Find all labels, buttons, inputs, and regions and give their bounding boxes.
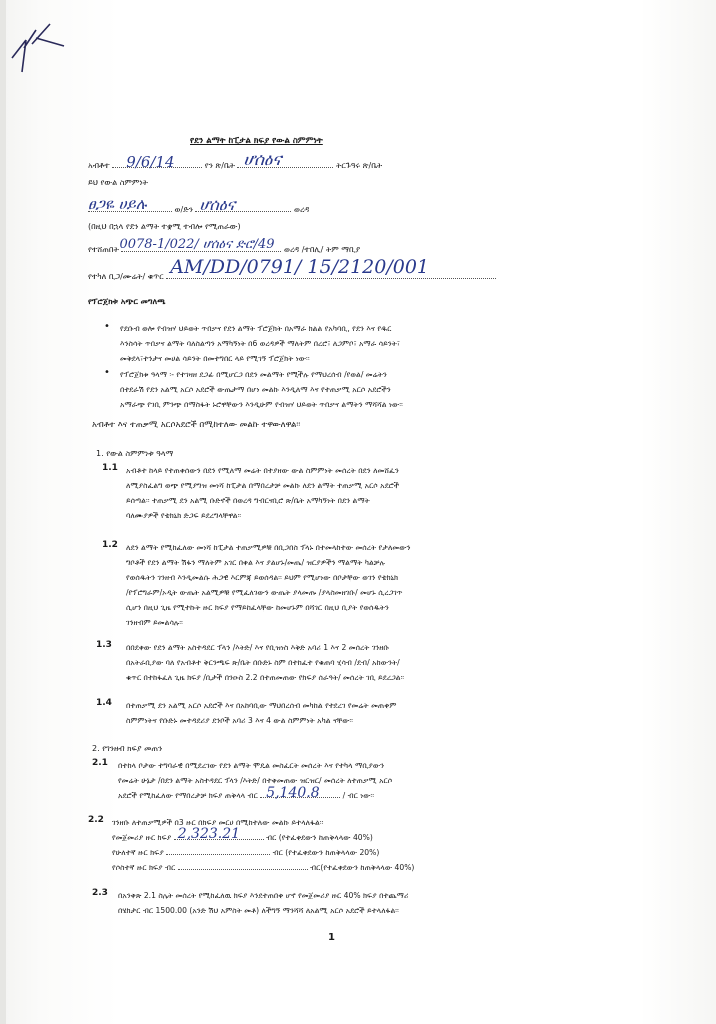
payment-label: የሶስተኛ ዙር ክፍያ ብር [112,863,176,872]
kebele-field [119,237,281,252]
handwritten-corner-mark [6,18,76,78]
item-2-1 [118,758,620,803]
item-line: /የፕሮግራም/ኦዲት ውጤት አልሚዎቹ የሚፈለገውን ውጤት ያላመጡ /ያላስመዘገቡ/ መሆኑ ሲረጋገጥ [126,588,403,597]
item-line: በበደቀው የደን ልማት አስተዳደር ፕላን /እትድ/ እና የቢዝነስ እቅድ አባሪ 1 እና 2 መሰረት ገንዘቡ [126,643,390,652]
amount-suffix: / ብር ነው፡፡ [342,791,375,800]
item-line: ስምምነትና የቡድኑ መተዳደሪያ ደንቦች አባሪ 3 እና 4 ውል ስምምነት አካል ናቸው፡፡ [126,716,354,725]
bullet-2-line: በተደራሽ የደን አልሚ አርሶ አደሮች ውጤታማ በሆነ መልኩ እንዲለማ እና የተጠቃሚ አርሶ አደሮችን [120,385,391,394]
date-field [112,153,202,171]
date-handwritten: 9/6/14 [126,153,175,171]
item-number: 1.1 [102,463,118,473]
place-handwritten-2: ሆሰዕና [199,195,236,214]
intro-line-5 [88,237,361,255]
name-handwritten: ፀጋዬ ሀይሉ [88,195,147,213]
item-line: ገንዘብም ይመልሳሉ፡፡ [126,618,183,627]
payment-row [112,845,612,860]
item-number: 2.3 [92,888,108,898]
payment-suffix: ብር (የተፈቀደውን ከጠቅላላው 20%) [272,848,380,857]
intro-line-6 [88,256,496,282]
total-amount-handwritten: 5,140.8 [266,785,320,801]
bullet-dot-2: • [104,367,110,378]
agreement-line: አብቶተ እና ተጠቃሚ አርሶአደሮች በሚከተለው መልኩ ተዋውለዋል፡፡ [92,420,301,430]
item-line: አብቶተ ከላይ የተጠቀሰውን በደን የሚለማ መሬት በተያዘው ውል ስምምነት መሰረት በደን ለመሸፈን [126,466,399,475]
item-number: 2.1 [92,758,108,768]
code-handwritten: AM/DD/0791/ 15/2120/001 [170,256,430,278]
line5-prefix: የተሸጠበት [88,245,119,254]
line3-mid: ወ/ድን [174,205,193,214]
item-line: የወሰዱትን ገንዘብ እንዲመልሱ ሕጋዊ እርምጃ ይወሰዳል፡፡ ይህም የሚሆነው በቦታቸው ወገን የቴክኒክ [126,573,399,582]
item-line-amount [118,785,620,803]
item-line: የመሬት ሁኔታ /በደን ልማት አስተዳደር ፕላን /እትድ/ በተቀመጠው ዝርዝር/ መሰረት ለተጠቃሚ አርሶ [118,776,393,785]
payment-label: የሁለተኛ ዙር ክፍያ [112,848,164,857]
payment-value-field [178,869,308,870]
item-1-1 [126,463,620,523]
item-1-2 [126,540,620,630]
bullet-1-line: የደቡብ ወሎ የብዝሃ ህይወት ጥበቃና የደን ልማት ፕሮጀክት በአማራ ክልል የአካባቢ, የደን እና የዱር [120,324,392,333]
item-line: በተከላ ቦታው ተግባራዊ በሚደረገው የደን ልማት ሞዴል መስፈርት መሰረት እና የተካላ ማቢያውን [118,761,385,770]
line6-prefix: የተካለ ቢጋ/ሙሬት/ ቁጥር [88,272,164,281]
item-1-4 [126,698,620,728]
bullet-1-line: እንስሳት ጥበቃና ልማት ባለስልጣን አማካኝነት በ6 ወረዳዎች ማለትም በረሮ፣ ለጋምቦ፣ አማራ ሳይንት፣ [120,339,400,348]
payment-label: የመጀመሪያ ዙር ክፍያ [112,833,172,842]
place-field-2 [195,195,291,214]
bullet-2-line: አማራጭ የገቢ ምንጭ በማስፋት ኑሮዋቸውን እንዲሁም የብዝሃ ህይወት ጥበቃና ልማትን ማሻሻል ነው፡፡ [120,400,403,409]
kebele-handwritten: 0078-1/022/ ሆሰዕና ድሮ/49 [119,237,275,252]
item-2-2 [112,815,612,875]
place-field [237,150,333,170]
line5-suffix: ወረዳ /ተበሊ/ ትም ማቢያ [284,245,361,254]
payment-row [112,826,612,845]
intro-line-1 [88,150,383,171]
payment-suffix: ብር (የተፈቀደውን ከጠቅላላው 40%) [266,833,373,842]
code-field [166,256,496,279]
payment-value-field [166,854,270,855]
item-line: ለሚያስፈልግ ወጭ የሚያግዝ መነሻ ከፒታል በማበረታቻ መልኩ ለደን ልማት ተጠቃሚ አርሶ አደሮች [126,481,400,490]
bullet-1-line: መቅደላ፣ተንታና መሀል ሳይንት በመተግበር ላይ የሚገኝ ፕሮጀክት ነው፡፡ [120,354,310,363]
item-number: 1.3 [96,640,112,650]
section-1-heading: 1. የውል ስምምነቱ ዓላማ [96,449,174,458]
item-line: ግቦቶች የደን ልማት ሽፋን ማለትም አገር በቀል እና ያልሆኑ/መጤ/ ዝርያዎችን ማልማት ካልቻሉ [126,558,385,567]
bullet-2 [120,367,620,412]
total-amount-field [260,785,340,801]
page-edge-shadow [0,0,6,1024]
item-line: ቁጥር በተከፋፈለ ጊዜ ክፍያ /ቢታች በንዑስ 2.2 በተጠመጠው የክፍያ ሰራዓት/ መሰረት ገቢ ይደረጋል፡፡ [126,673,405,682]
item-1-3 [126,640,620,685]
item-number: 1.2 [102,540,118,550]
section-2-heading: 2. የገንዘብ ክፍያ መጠን [92,744,163,753]
item-line: ሲሆን በዚህ ጊዜ የሚተኩት ዙር ክፍያ የማይከፈላቸው ከመሆኑም በሻገር በዚህ ቢያት የወሰዱትን [126,603,389,612]
section-1-title: የውል ስምምነቱ ዓላማ [106,449,174,458]
project-summary-heading: የፕሮጀክቱ አጭር መግለጫ [88,297,166,306]
item-number: 1.4 [96,698,112,708]
page-number: 1 [328,932,335,943]
line1-prefix: አብቶተ [88,161,110,170]
section-2-title: የገንዘብ ክፍያ መጠን [102,744,163,753]
item-line: ባለሙያዎች የቴክኒክ ድጋፍ ይደረግላቸዋል፡፡ [126,511,242,520]
intro-line-3 [88,195,310,215]
item-2-3 [118,888,620,918]
item-line: አደሮች የሚከፈለው የማበረታቻ ክፍያ ጠቅላላ ብር [118,791,258,800]
item-line: በአትራቢያው ባለ የአብቶተ ቅርንጫፍ ጽ/ቤት በቡድኑ ስም በተከፈተ የቁጠባ ሂሳብ /ደብ/ አከውንት/ [126,658,400,667]
payment-suffix: ብር(የተፈቀደውን ከጠቅላላው 40%) [310,863,415,872]
item-line: በተጠቃሚ ደን አልሚ አርሶ አደሮች እና በአከባቢው ማህበረሰብ መካከል የተደረገ የመሬት መጠቀም [126,701,397,710]
item-line: ይሰጣል፡፡ ተጠቃሚ ደን አልሚ ቡድኖች በወረዳ ግብርናቢሮ ጽ/ቤት አማካኝነት በደን ልማት [126,496,370,505]
intro-line-2: ይህ የውል ስምምነት [88,178,148,187]
line1-suffix: ትርጉዓሩ ጽ/ቤት [336,161,383,170]
item-2-2-intro: ገንዘቡ ለተጠቃሚዎች በ3 ዙር በክፍያ መርሀ በሚከተለው መልኩ ይተላለፋል፡፡ [112,818,324,827]
item-line: በሄክታር ብር 1500.00 (አንድ ሽህ አምስት መቶ) ለችግኝ ማንሻሻ ለአልሚ አርሶ አደሮች ይተላለፋል፡፡ [118,906,399,915]
item-line: ለደን ልማት የሚከፈለው መነሻ ከፒታል ተጠቃሚዎቹ በቢጋበስ ፕላኑ በተመላከተው መሰረት የታለመውን [126,543,411,552]
item-number: 2.2 [88,815,104,825]
line3-suffix: ወረዳ [294,205,310,214]
line1-mid: የን ጽ/ቤት [204,161,235,170]
document-title: የደን ልማት ከፒታል ክፍያ የውል ስምምነት [190,136,323,146]
payment-value-handwritten: 2,323.21 [177,826,241,842]
intro-line-4: (በዚህ በኋላ የደን ልማት ተቋሚ ተብሎ የሚጠራው) [88,222,241,231]
place-handwritten: ሆሰዕና [243,150,282,170]
payment-value-field [174,826,264,842]
bullet-1 [120,321,620,366]
bullet-dot-1: • [104,321,110,332]
bullet-2-line: የፕሮጀክቱ ዓላማ ፡- የተገዛዘ ደጋፊ በሚሆርጋ በደን መልማት የሚችሉ የማህረሰብ /የወል/ መሬትን [120,370,387,379]
name-field [88,195,172,213]
item-line: በአንቀጽ 2.1 ስሌት መሰረት የሚከፈለዉ ክፍያ እንደተጠበቀ ሆኖ የመጀመሪያ ዙር 40% ክፍያ በተጨማሪ [118,891,409,900]
payment-row [112,860,612,875]
